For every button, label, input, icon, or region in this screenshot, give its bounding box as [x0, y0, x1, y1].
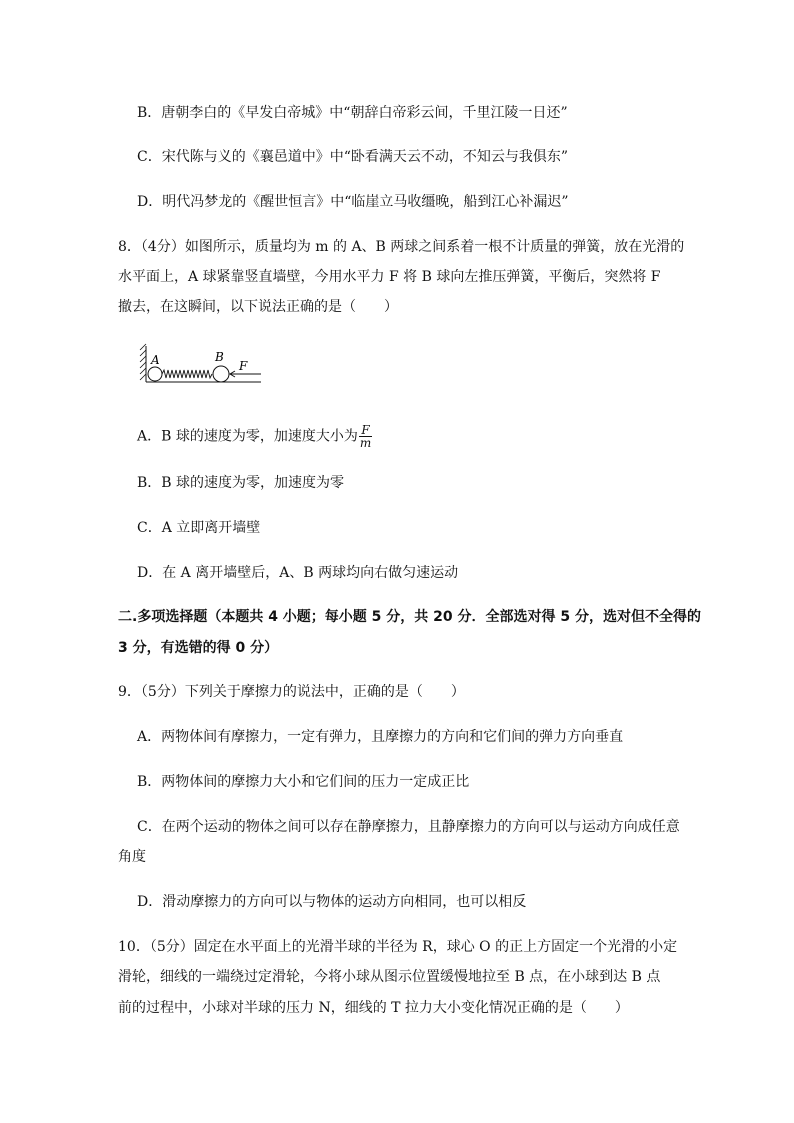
section2-heading-line2: 3 分，有选错的得 0 分） — [118, 640, 279, 656]
wall-hatching — [140, 344, 146, 380]
q7-option-d: D．明代冯梦龙的《醒世恒言》中“临崖立马收缰晚，船到江心补漏迟” — [137, 194, 569, 210]
q8-option-d: D．在 A 离开墙壁后，A、B 两球均向右做匀速运动 — [137, 565, 459, 581]
label-a: A — [151, 353, 160, 367]
ball-b — [213, 366, 229, 382]
q9-stem: 9．（5分）下列关于摩擦力的说法中，正确的是（ ） — [118, 684, 465, 700]
q7-option-b: B．唐朝李白的《早发白帝城》中“朝辞白帝彩云间，千里江陵一日还” — [137, 105, 568, 121]
q8-stem-line3: 撤去，在这瞬间，以下说法正确的是（ ） — [118, 299, 398, 315]
q8-stem-line1: 8．（4分）如图所示，质量均为 m 的 A、B 两球之间系着一根不计质量的弹簧，放在光滑的 — [118, 239, 685, 255]
q8-stem-line2: 水平面上，A 球紧靠竖直墙壁，今用水平力 F 将 B 球向左推压弹簧，平衡后，突然将 F — [118, 269, 661, 285]
q10-stem-line1: 10．（5分）固定在水平面上的光滑半球的半径为 R，球心 O 的正上方固定一个光滑的小定 — [118, 939, 678, 955]
q8-option-b: B．B 球的速度为零，加速度为零 — [137, 475, 345, 491]
q9-option-a: A．两物体间有摩擦力，一定有弹力，且摩擦力的方向和它们间的弹力方向垂直 — [137, 729, 624, 745]
q10-stem-line2: 滑轮，细线的一端绕过定滑轮，今将小球从图示位置缓慢地拉至 B 点，在小球到达 B 点 — [118, 969, 661, 985]
q9-option-c-line1: C．在两个运动的物体之间可以存在静摩擦力，且静摩擦力的方向可以与运动方向成任意 — [137, 819, 680, 835]
q9-option-d: D．滑动摩擦力的方向可以与物体的运动方向相同，也可以相反 — [137, 894, 527, 910]
q8-option-a-fraction — [359, 424, 372, 449]
q8-option-a — [137, 424, 372, 449]
q10-stem-line3: 前的过程中，小球对半球的压力 N，细线的 T 拉力大小变化情况正确的是（ ） — [118, 1000, 629, 1016]
q9-option-c-line2: 角度 — [118, 849, 146, 865]
q8-option-a-text: A．B 球的速度为零，加速度大小为 — [137, 428, 358, 445]
q9-option-b: B．两物体间的摩擦力大小和它们间的压力一定成正比 — [137, 774, 470, 790]
section2-heading-line1: 二.多项选择题（本题共 4 小题；每小题 5 分，共 20 分．全部选对得 5 分，选对但不全得的 — [118, 609, 702, 625]
q7-option-c: C．宋代陈与义的《襄邑道中》中“卧看满天云不动，不知云与我俱东” — [137, 149, 569, 165]
label-f: F — [239, 359, 248, 373]
fraction-numerator: F — [359, 424, 372, 437]
label-b: B — [215, 350, 224, 364]
fraction-denominator: m — [359, 436, 372, 450]
spring — [162, 370, 212, 378]
q8-option-c: C．A 立即离开墙壁 — [137, 520, 261, 536]
q8-figure — [135, 340, 265, 388]
ball-a — [148, 367, 162, 381]
